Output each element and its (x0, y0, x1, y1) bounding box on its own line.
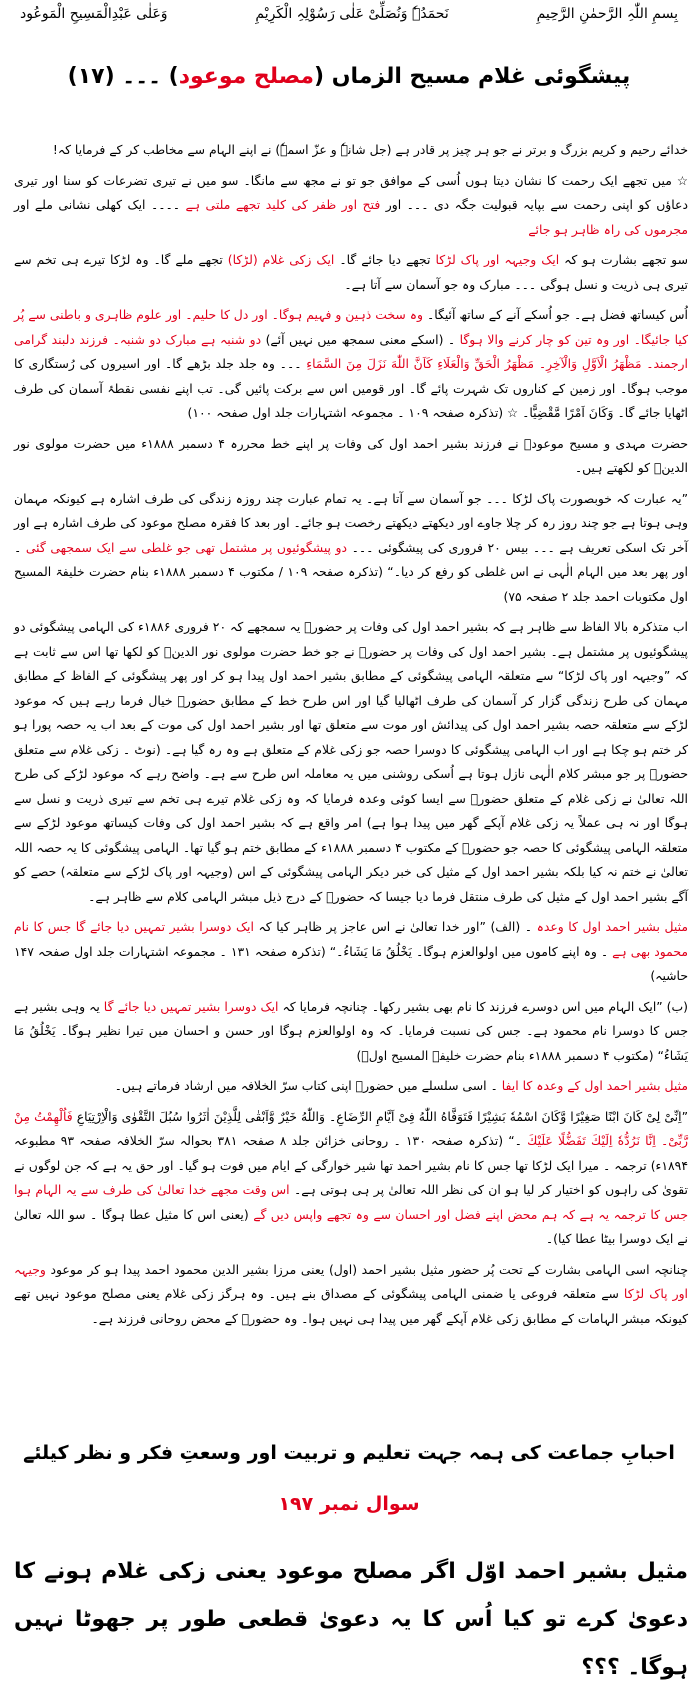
highlight-text: ایک زکی غلام (لڑکا) (227, 252, 335, 267)
text-run: تجھے ملے گا۔ وہ لڑکا تیرے ہی تخم سے تیری ہی ذریت و نسل ہوگی ۔۔۔ مبارک وہ جو آسمان سے آتا ہے۔ (14, 252, 688, 292)
text-run: تجھے دیا جائے گا۔ (339, 252, 431, 267)
footer-heading: احبابِ جماعت کی ہمہ جہت تعلیم و تربیت اور وسعتِ فکر و نظر کیلئے (23, 1442, 675, 1464)
paragraph (14, 1258, 688, 1332)
highlight-text: دو پیشگوئیوں پر مشتمل تھی جو غلطی سے ایک سمجھی گئی (25, 539, 348, 555)
text-run: ۔ وہ اپنے کاموں میں اولوالعزم ہوگا۔ یَخْلُقُ مَا یَشَاءُ۔“ (تذکرہ صفحہ ۱۳۱ ۔ مجموعہ اشتہارات جلد اول صفحہ ۱۴۷ حاشیہ) (14, 943, 688, 983)
paragraph: خدائے رحیم و کریم بزرگ و برتر نے جو ہر چیز پر قادر ہے (جل شانہٗ و عزّ اسمہٗ) نے اپنے الہام سے مخاطب کر کے فرمایا کہ! (52, 142, 688, 157)
text-run: چنانچہ اسی الہامی بشارت کے تحت پُر حضور مثیل بشیر احمد (اول) یعنی مرزا بشیر الدین محمود احمد پیدا ہو کر موعود (50, 1261, 688, 1277)
highlight-text: دو شنبہ ہے مبارک دو شنبہ۔ فرزند دلبند گرامی ارجمند۔ مَظْهَرُ الْاَوَّلِ وَالْآخِرِ۔ مَظْهَرُ الْحَقِّ وَالْعَلَاءِ كَاَنَّ اللّٰهَ نَزَلَ مِنَ السَّمَاءِ (14, 331, 688, 371)
text-run: (یعنی اس کا مثیل عطا ہوگا ۔ سو اللہ تعالیٰ نے ایک دوسرا بیٹا عطا کیا)۔ (14, 1206, 688, 1246)
paragraph (14, 169, 688, 243)
text-run: ۔ (الف) ”اور خدا تعالیٰ نے اس عاجز پر ظاہر کیا کہ (258, 919, 532, 934)
title-highlight: مصلح موعود (178, 64, 315, 89)
highlight-text: ایک دوسرا بشیر تمہیں دیا جائے گا جس کا نام محمود بھی ہے (14, 919, 688, 959)
text-run: ”اِنِّیْ لِیْ كَانَ ابْنًا صَغِیْرًا وَّكَانَ اسْمُهٗ بَشِیْرًا فَتَوَفَّاهُ اللّٰهُ فِیْ اَیَّامِ الرِّضَاعِ۔ وَاللّٰهُ خَیْرٌ وَّاَبْقٰی لِلَّذِیْنَ اٰثَرُوا سُبُلَ التَّقْوٰی وَالْاِرْتِیَاعِ (76, 1108, 688, 1124)
text-run: ۔ اور پھر بعد میں الہام الٰہی نے اس غلطی کو رفع کر دیا۔“ (تذکرہ صفحہ ۱۰۹ / مکتوب ۴ دسمبر ۱۸۸۸ء بنام حضرت خلیفۃ المسیح اول مکتوبات احمد جلد ۲ صفحہ ۷۵) (14, 539, 688, 604)
text-run: یہ وہی بشیر ہے جس کا دوسرا نام محمود ہے۔ جس کی نسبت فرمایا۔ کہ وہ اولوالعزم ہوگا اور حسن و احسان میں تیرا نظیر ہوگا۔ یَخْلُقُ مَا یَشَاءُ“ (مکتوب ۴ دسمبر ۱۸۸۸ء بنام حضرت خلیفۃ المسیح اولؓ) (14, 998, 688, 1063)
paragraph (14, 248, 688, 297)
text-run: ۔۔۔۔ ایک کھلی نشانی ملے اور (14, 197, 181, 212)
paragraph: اب متذکرہ بالا الفاظ سے ظاہر ہے کہ بشیر احمد اول کی وفات پر حضورؑ یہ سمجھے کہ ۲۰ فروری ۱۸۸۶ء کی الہامی پیشگوئی دو پیشگوئیوں پر مشتمل ہے۔ بشیر احمد اول کی وفات پر حضورؑ نے جو خط حضرت مولوی نور الدینؓ کو لکھا تھا اس سے ثابت ہے کہ ”وجیہہ اور پاک لڑکا“ سے متعلقہ الہامی پیشگوئی کے مطابق بشیر احمد اول پیدا ہو کر اور پھر پیشگوئی کے الفاظ کے مطابق مہمان کی طرح زندگی گزار کر آسمان کی طرف اٹھالیا گیا اور اس طرح خط کے مطابق حضورؑ خیال فرما رہے ہیں کہ موعود لڑکے سے متعلقہ حصہ بشیر احمد اول کی پیدائش اور موت سے متعلق تھا اور بشیر احمد اول کی موت کے بعد اب یہ حصہ پورا ہو کر ختم ہو چکا ہے اور اب الہامی پیشگوئی کا دوسرا حصہ جو زکی غلام کے متعلق ہے وہ رہ گیا ہے۔ (نوٹ ۔ زکی غلام سے متعلق حضورؑ پر جو مبشر کلام الٰہی نازل ہوتا ہے اُسکی روشنی میں یہ معاملہ اس طرح سے ہے۔ واضح رہے کہ موعود لڑکے کی طرح اللہ تعالیٰ نے زکی غلام کے متعلق حضورؑ سے ایسا کوئی وعدہ فرمایا کہ وہ زکی غلام تیرے ہی تخم سے تیری ذریت و نسل سے ہوگا اور نہ ہی عملاً یہ زکی غلام آپکے گھر میں پیدا ہوا ہے) امر واقع ہے کہ بشیر احمد اول کی وفات کیساتھ موعود لڑکے سے متعلقہ الہامی پیشگوئی کا حصہ جو حضورؑ کے مکتوب ۴ دسمبر ۱۸۸۸ء کے مطابق ختم ہو گیا تھا۔ الہامی پیشگوئی کا یہ حصہ اللہ تعالیٰ نے ختم نہ کیا بلکہ بشیر احمد اول کے مثیل کی خبر دیکر الہامی پیشگوئی کے اس (وجیہہ اور پاک لڑکے سے متعلقہ) حصے کو آگے بشیر احمد اول کے مثیل کی طرف منتقل فرما دیا جیسا کہ حضورؑ کے درج ذیل مبشر الہامی کلام سے ظاہر ہے۔ (14, 619, 688, 904)
text-run: ۔۔۔ وہ جلد جلد بڑھے گا۔ اور اسیروں کی رُستگاری کا موجب ہوگا۔ اور زمین کے کناروں تک شہرت پائے گا۔ اور قومیں اس سے برکت پائیں گی۔ تب اپنے نفسی نقطۂ آسمان کی طرف اٹھایا جائے گا۔ وَکَانَ اَمْرًا مَّقْضِیًّا۔ ☆ (تذکرہ صفحہ ۱۰۹ ۔ مجموعہ اشتہارات جلد اول صفحہ ۱۰۰) (14, 356, 688, 420)
text-run: ”یہ عبارت کہ خوبصورت پاک لڑکا ۔۔۔ جو آسمان سے آتا ہے۔ یہ تمام عبارت چند روزہ زندگی کی طرف اشارہ ہے کیونکہ مہمان وہی ہوتا ہے جو چند روز رہ کر چلا جاوے اور دیکھتے دیکھتے رخصت ہو جائے۔ اور بعد کا فقرہ مصلح موعود کی طرف اشارہ ہے اور آخر تک اسکی تعریف ہے ۔۔۔ بیس ۲۰ فروری کی پیشگوئی ۔۔۔ (14, 490, 688, 555)
text-run: ۔ اسی سلسلے میں حضورؑ اپنی کتاب سرّ الخلافہ میں ارشاد فرماتے ہیں۔ (114, 1078, 498, 1093)
article-body (14, 138, 688, 1337)
highlight-text: وجیہہ اور پاک لڑکا (14, 1261, 688, 1301)
title-prefix: پیشگوئی غلام مسیح الزماں ( (314, 64, 631, 89)
highlight-text: ایک وجیہہ اور پاک لڑکا (435, 252, 560, 267)
text-run: سو تجھے بشارت ہو کہ (564, 252, 688, 267)
highlight-text: وہ سخت ذہین و فہیم ہوگا۔ اور دل کا حلیم۔ اور علوم ظاہری و باطنی سے پُر کیا جائیگا۔ اور وہ تین کو چار کرنے والا ہوگا (14, 307, 688, 347)
paragraph (14, 1105, 688, 1252)
text-run: سے متعلقہ فروعی یا ضمنی الہامی پیشگوئی کے مصداق بنے ہیں۔ وہ ہرگز زکی غلام یعنی مصلح موعود نہیں تھے کیونکہ مبشر الہامات کے مطابق زکی غلام آپکے گھر میں پیدا ہی نہیں ہوا۔ وہ حضورؑ کے محض روحانی فرزند ہے۔ (14, 1286, 688, 1326)
text-run: ۔ (اسکے معنی سمجھ میں نہیں آئے) (265, 331, 456, 347)
paragraph (14, 995, 688, 1069)
text-run: (ب) ”ایک الہام میں اس دوسرے فرزند کا نام بھی بشیر رکھا۔ چنانچہ فرمایا کہ (282, 998, 688, 1014)
highlight-text: مجرموں کی راہ ظاہر ہو جائے (528, 221, 688, 237)
question-text: مثیل بشیر احمد اوّل اگر مصلح موعود یعنی زکی غلام ہونے کا دعویٰ کرے تو کیا اُس کا یہ دعویٰ قطعی طور پر جھوٹا نہیں ہوگا۔ ؟؟؟ (14, 1559, 688, 1680)
paragraph (14, 303, 688, 426)
highlight-text: مثیل بشیر احمد اول کے وعدہ کا ایفا (501, 1078, 688, 1093)
highlight-text: ایک دوسرا بشیر تمہیں دیا جائے گا (103, 998, 279, 1014)
text-run: ☆ میں تجھے ایک رحمت کا نشان دیتا ہوں اُسی کے موافق جو تو نے مجھ سے مانگا۔ سو میں نے تیری تضرعات کو سنا اور تیری دعاؤں کو اپنی رحمت سے بپایہ قبولیت جگہ دی ۔۔۔ اور (14, 172, 688, 212)
masih-salutation: وَعَلٰی عَبْدِالْمَسِیحِ الْمَوعُود (20, 6, 168, 22)
highlight-text: فتح اور ظفر کی کلید تجھے ملتی ہے (185, 197, 381, 212)
header-invocations (20, 6, 678, 28)
text-run: اُس کیساتھ فضل ہے۔ جو اُسکے آنے کے ساتھ آئیگا۔ (426, 307, 688, 322)
page-title (0, 64, 698, 89)
bismillah: بِسمِ اللّٰہِ الرَّحمٰنِ الرَّحِیمِ (536, 6, 678, 22)
paragraph (14, 487, 688, 610)
highlight-text: اس وقت مجھے خدا تعالیٰ کی طرف سے یہ الہام ہوا جس کا ترجمہ یہ ہے کہ ہم محض اپنے فضل اور احسان سے وہ تجھے واپس دیں گے (14, 1182, 688, 1222)
salutation: نَحمَدُہٗ وَنُصَلِّیْ عَلٰی رَسُوْلِہِ الْکَرِیْمِ (255, 6, 449, 22)
highlight-text: مثیل بشیر احمد اول کا وعدہ (536, 919, 688, 934)
highlight-text: فَاُلْهِمْتُ مِنْ رَّبِّیْ۔ اِنَّا نَرُدُّهٗ اِلَیْكَ تَفَضُّلًا عَلَیْكَ (14, 1108, 688, 1148)
question-number: سوال نمبر ۱۹۷ (278, 1493, 420, 1515)
paragraph (14, 1074, 688, 1099)
title-suffix: ) ۔۔۔ (۱۷) (67, 64, 179, 89)
paragraph: حضرت مہدی و مسیح موعودؑ نے فرزند بشیر احمد اول کی وفات پر اپنے خط محررہ ۴ دسمبر ۱۸۸۸ء میں حضرت مولوی نور الدینؓ کو لکھتے ہیں۔ (14, 435, 688, 475)
text-run: ۔“ (تذکرہ صفحہ ۱۳۰ ۔ روحانی خزائن جلد ۸ صفحہ ۳۸۱ بحوالہ سرّ الخلافہ صفحہ ۹۳ مطبوعہ ۱۸۹۴ء) ترجمہ ۔ میرا ایک لڑکا تھا جس کا نام بشیر احمد تھا شیر خوارگی کے ایام میں فوت ہو گیا۔ اور حق یہ ہے کہ جن لوگوں نے تقویٰ کی راہوں کو اختیار کر لیا ہو ان کی نظر اللہ تعالیٰ پر ہی ہوتی ہے۔ (14, 1133, 689, 1197)
paragraph (14, 915, 688, 989)
